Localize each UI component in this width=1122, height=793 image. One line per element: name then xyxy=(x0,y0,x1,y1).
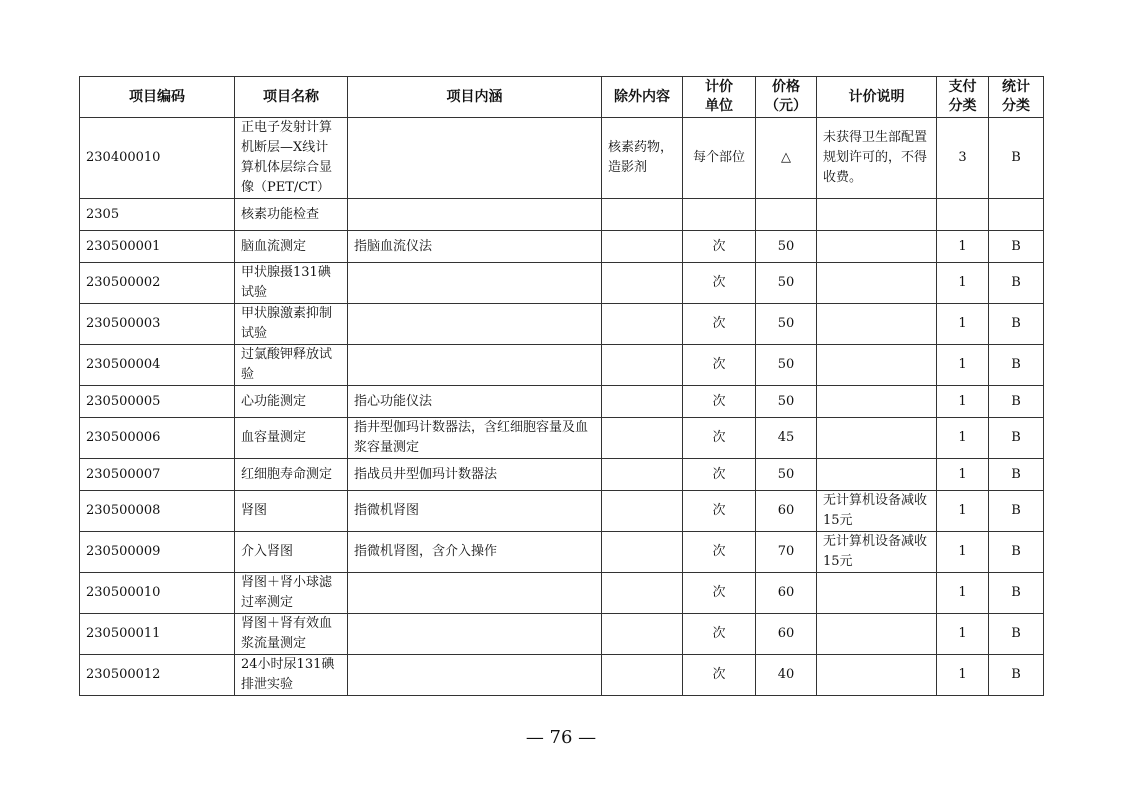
name-cell: 肾图＋肾小球滤过率测定 xyxy=(235,573,348,614)
content-cell: 指战员井型伽玛计数器法 xyxy=(348,459,602,491)
stat-class-cell: B xyxy=(989,386,1044,418)
col-header-unit: 计价 单位 xyxy=(683,77,756,118)
name-cell: 脑血流测定 xyxy=(235,231,348,263)
excluded-cell xyxy=(602,263,683,304)
col-header-stat-class: 统计 分类 xyxy=(989,77,1044,118)
content-cell xyxy=(348,614,602,655)
price-cell: 50 xyxy=(756,459,817,491)
price-cell: 50 xyxy=(756,263,817,304)
price-cell: 45 xyxy=(756,418,817,459)
price-cell: 60 xyxy=(756,491,817,532)
name-cell: 介入肾图 xyxy=(235,532,348,573)
code-cell: 230500012 xyxy=(80,655,235,696)
price-table xyxy=(79,76,1044,696)
table-row xyxy=(80,345,1044,386)
stat-class-cell xyxy=(989,199,1044,231)
unit-cell: 次 xyxy=(683,345,756,386)
content-cell xyxy=(348,345,602,386)
price-cell: 70 xyxy=(756,532,817,573)
table-row xyxy=(80,263,1044,304)
notes-cell xyxy=(817,304,937,345)
table-row xyxy=(80,532,1044,573)
table-row xyxy=(80,655,1044,696)
code-cell: 230500006 xyxy=(80,418,235,459)
code-cell: 230500009 xyxy=(80,532,235,573)
unit-cell xyxy=(683,199,756,231)
content-cell: 指井型伽玛计数器法，含红细胞容量及血浆容量测定 xyxy=(348,418,602,459)
name-cell: 肾图＋肾有效血浆流量测定 xyxy=(235,614,348,655)
notes-cell xyxy=(817,573,937,614)
code-cell: 230500003 xyxy=(80,304,235,345)
unit-cell: 次 xyxy=(683,573,756,614)
price-cell: 50 xyxy=(756,386,817,418)
unit-cell: 次 xyxy=(683,386,756,418)
col-header-payment-class: 支付 分类 xyxy=(937,77,989,118)
excluded-cell xyxy=(602,614,683,655)
stat-class-cell: B xyxy=(989,532,1044,573)
table-row xyxy=(80,199,1044,231)
unit-cell: 每个部位 xyxy=(683,118,756,199)
notes-cell xyxy=(817,199,937,231)
stat-class-cell: B xyxy=(989,418,1044,459)
name-cell: 肾图 xyxy=(235,491,348,532)
code-cell: 230500002 xyxy=(80,263,235,304)
unit-cell: 次 xyxy=(683,231,756,263)
table-row xyxy=(80,386,1044,418)
stat-class-cell: B xyxy=(989,304,1044,345)
name-cell: 过氯酸钾释放试验 xyxy=(235,345,348,386)
unit-cell: 次 xyxy=(683,655,756,696)
payment-class-cell: 1 xyxy=(937,345,989,386)
payment-class-cell: 1 xyxy=(937,532,989,573)
excluded-cell xyxy=(602,199,683,231)
col-header-content: 项目内涵 xyxy=(348,77,602,118)
price-cell: 50 xyxy=(756,231,817,263)
content-cell xyxy=(348,655,602,696)
excluded-cell xyxy=(602,231,683,263)
payment-class-cell: 1 xyxy=(937,614,989,655)
excluded-cell xyxy=(602,459,683,491)
payment-class-cell: 1 xyxy=(937,459,989,491)
price-cell xyxy=(756,199,817,231)
code-cell: 230500004 xyxy=(80,345,235,386)
payment-class-cell: 1 xyxy=(937,386,989,418)
notes-cell: 未获得卫生部配置规划许可的，不得收费。 xyxy=(817,118,937,199)
col-header-price: 价格 （元） xyxy=(756,77,817,118)
code-cell: 230400010 xyxy=(80,118,235,199)
excluded-cell xyxy=(602,418,683,459)
content-cell xyxy=(348,304,602,345)
page-number: — 76 — xyxy=(525,727,597,748)
unit-cell: 次 xyxy=(683,532,756,573)
table-row xyxy=(80,459,1044,491)
notes-cell xyxy=(817,655,937,696)
name-cell: 红细胞寿命测定 xyxy=(235,459,348,491)
content-cell: 指心功能仪法 xyxy=(348,386,602,418)
name-cell: 血容量测定 xyxy=(235,418,348,459)
price-cell: △ xyxy=(756,118,817,199)
payment-class-cell: 1 xyxy=(937,655,989,696)
payment-class-cell: 1 xyxy=(937,573,989,614)
table-row xyxy=(80,491,1044,532)
table-row xyxy=(80,231,1044,263)
unit-cell: 次 xyxy=(683,459,756,491)
stat-class-cell: B xyxy=(989,491,1044,532)
payment-class-cell: 1 xyxy=(937,304,989,345)
name-cell: 甲状腺激素抑制试验 xyxy=(235,304,348,345)
unit-cell: 次 xyxy=(683,263,756,304)
code-cell: 230500001 xyxy=(80,231,235,263)
price-cell: 50 xyxy=(756,345,817,386)
notes-cell xyxy=(817,345,937,386)
excluded-cell xyxy=(602,304,683,345)
unit-cell: 次 xyxy=(683,614,756,655)
content-cell: 指微机肾图 xyxy=(348,491,602,532)
name-cell: 心功能测定 xyxy=(235,386,348,418)
notes-cell xyxy=(817,418,937,459)
unit-cell: 次 xyxy=(683,418,756,459)
col-header-code: 项目编码 xyxy=(80,77,235,118)
content-cell xyxy=(348,573,602,614)
code-cell: 230500010 xyxy=(80,573,235,614)
notes-cell xyxy=(817,231,937,263)
stat-class-cell: B xyxy=(989,263,1044,304)
price-cell: 60 xyxy=(756,573,817,614)
excluded-cell xyxy=(602,655,683,696)
content-cell: 指微机肾图，含介入操作 xyxy=(348,532,602,573)
excluded-cell xyxy=(602,345,683,386)
notes-cell xyxy=(817,386,937,418)
notes-cell xyxy=(817,614,937,655)
code-cell: 230500007 xyxy=(80,459,235,491)
price-cell: 60 xyxy=(756,614,817,655)
table-row xyxy=(80,118,1044,199)
stat-class-cell: B xyxy=(989,118,1044,199)
payment-class-cell: 1 xyxy=(937,231,989,263)
notes-cell xyxy=(817,263,937,304)
stat-class-cell: B xyxy=(989,459,1044,491)
excluded-cell xyxy=(602,491,683,532)
price-cell: 40 xyxy=(756,655,817,696)
payment-class-cell: 1 xyxy=(937,418,989,459)
notes-cell: 无计算机设备减收15元 xyxy=(817,491,937,532)
payment-class-cell xyxy=(937,199,989,231)
content-cell xyxy=(348,118,602,199)
price-cell: 50 xyxy=(756,304,817,345)
col-header-notes: 计价说明 xyxy=(817,77,937,118)
payment-class-cell: 1 xyxy=(937,263,989,304)
unit-cell: 次 xyxy=(683,304,756,345)
stat-class-cell: B xyxy=(989,614,1044,655)
stat-class-cell: B xyxy=(989,231,1044,263)
name-cell: 24小时尿131碘排泄实验 xyxy=(235,655,348,696)
header-row xyxy=(80,77,1044,118)
table-row xyxy=(80,573,1044,614)
excluded-cell xyxy=(602,386,683,418)
excluded-cell: 核素药物，造影剂 xyxy=(602,118,683,199)
stat-class-cell: B xyxy=(989,573,1044,614)
code-cell: 230500008 xyxy=(80,491,235,532)
name-cell: 甲状腺摄131碘试验 xyxy=(235,263,348,304)
code-cell: 230500011 xyxy=(80,614,235,655)
unit-cell: 次 xyxy=(683,491,756,532)
content-cell xyxy=(348,199,602,231)
notes-cell xyxy=(817,459,937,491)
payment-class-cell: 1 xyxy=(937,491,989,532)
content-cell xyxy=(348,263,602,304)
code-cell: 2305 xyxy=(80,199,235,231)
code-cell: 230500005 xyxy=(80,386,235,418)
table-row xyxy=(80,614,1044,655)
name-cell: 核素功能检查 xyxy=(235,199,348,231)
notes-cell: 无计算机设备减收15元 xyxy=(817,532,937,573)
table-row xyxy=(80,418,1044,459)
excluded-cell xyxy=(602,573,683,614)
excluded-cell xyxy=(602,532,683,573)
content-cell: 指脑血流仪法 xyxy=(348,231,602,263)
payment-class-cell: 3 xyxy=(937,118,989,199)
col-header-name: 项目名称 xyxy=(235,77,348,118)
name-cell: 正电子发射计算机断层—X线计算机体层综合显像（PET/CT） xyxy=(235,118,348,199)
table-row xyxy=(80,304,1044,345)
stat-class-cell: B xyxy=(989,345,1044,386)
col-header-excluded: 除外内容 xyxy=(602,77,683,118)
stat-class-cell: B xyxy=(989,655,1044,696)
